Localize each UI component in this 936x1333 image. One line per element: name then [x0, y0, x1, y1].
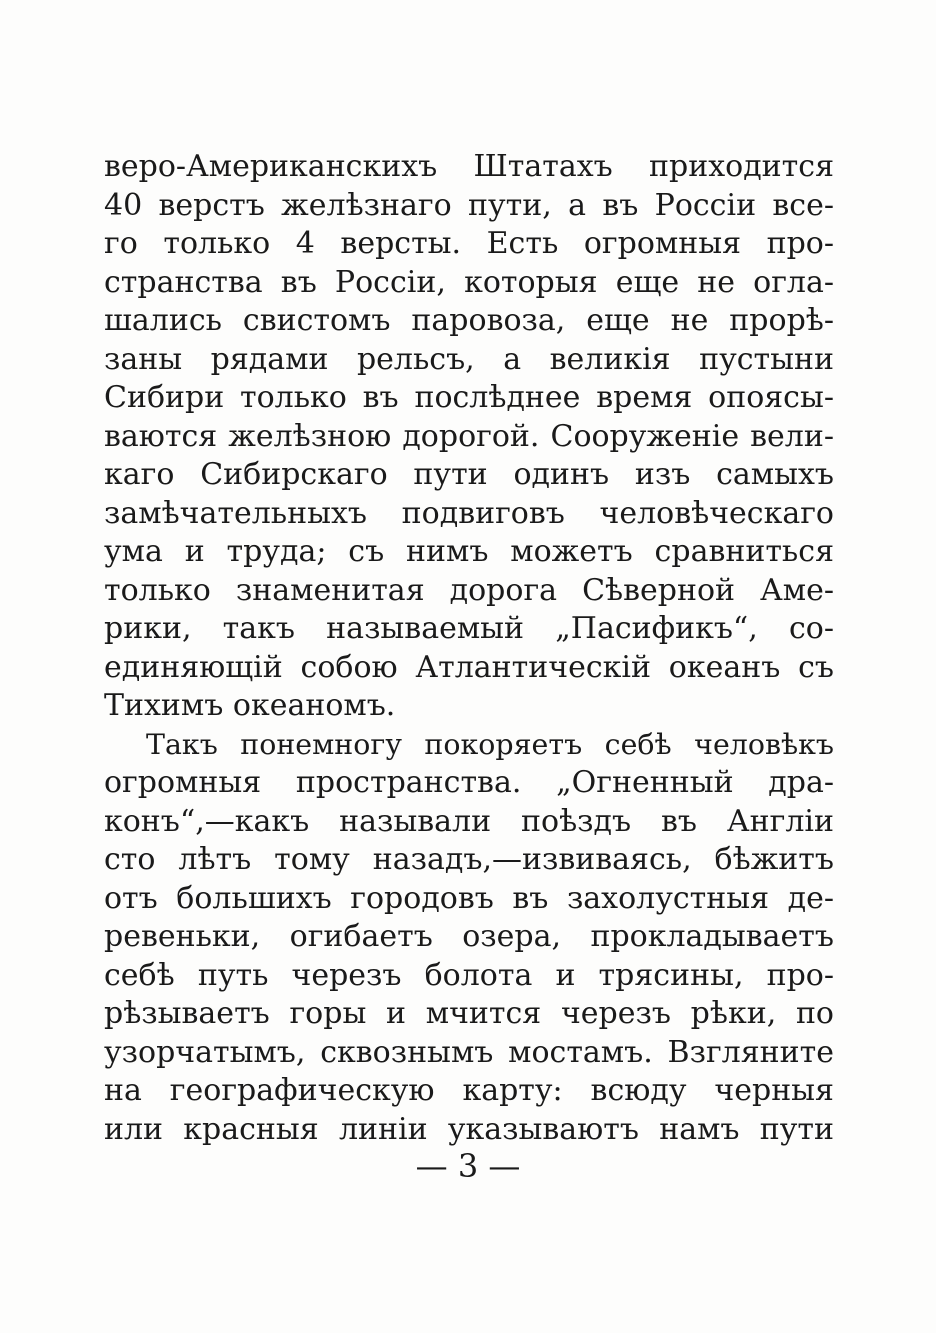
text-line: ваются желѣзною дорогой. Сооруженіе вели- — [104, 418, 834, 454]
text-line: огромныя пространства. „Огненный дра- — [104, 765, 834, 800]
text-line: 40 верстъ желѣзнаго пути, а въ Россіи все- — [104, 187, 834, 223]
text-line: шались свистомъ паровоза, еще не прорѣ- — [104, 303, 834, 338]
text-line: каго Сибирскаго пути одинъ изъ самыхъ — [104, 457, 834, 492]
text-line: странства въ Россіи, которыя еще не огла- — [104, 264, 834, 300]
text-line: веро-Американскихъ Штатахъ приходится — [104, 149, 834, 184]
paragraph-1 — [104, 148, 834, 726]
text-line: отъ большихъ городовъ въ захолустныя де- — [104, 880, 834, 916]
text-line: ума и труда; съ нимъ можетъ сравниться — [104, 534, 834, 569]
body-text — [104, 148, 834, 1149]
text-line: Сибири только въ послѣднее время опоясы- — [104, 380, 834, 415]
text-line: сто лѣтъ тому назадъ,—извиваясь, бѣжитъ — [104, 842, 834, 877]
text-line: Тихимъ океаномъ. — [104, 688, 396, 723]
text-line: рѣзываетъ горы и мчится черезъ рѣки, по — [104, 996, 834, 1031]
text-line: рики, такъ называемый „Пасификъ“, со- — [104, 611, 834, 646]
text-line: заны рядами рельсъ, а великія пустыни — [104, 341, 834, 377]
text-line: на географическую карту: всюду черныя — [104, 1073, 834, 1108]
text-line: узорчатымъ, сквознымъ мостамъ. Взгляните — [104, 1034, 834, 1070]
text-line: ревеньки, огибаетъ озера, прокладываетъ — [104, 919, 834, 954]
text-line: единяющій собою Атлантическій океанъ съ — [104, 649, 834, 685]
text-line: Такъ понемногу покоряетъ себѣ человѣкъ — [146, 727, 834, 761]
text-line: себѣ путь черезъ болота и трясины, про- — [104, 957, 834, 993]
text-line: или красныя линіи указываютъ намъ пути — [104, 1111, 834, 1147]
page-number: — 3 — — [415, 1147, 521, 1185]
text-line: замѣчательныхъ подвиговъ человѣческаго — [104, 495, 834, 531]
paragraph-2 — [104, 726, 834, 1150]
text-line: только знаменитая дорога Сѣверной Аме- — [104, 572, 834, 608]
text-line: го только 4 версты. Есть огромныя про- — [104, 226, 834, 261]
text-line: конъ“,—какъ называли поѣздъ въ Англіи — [104, 803, 834, 839]
